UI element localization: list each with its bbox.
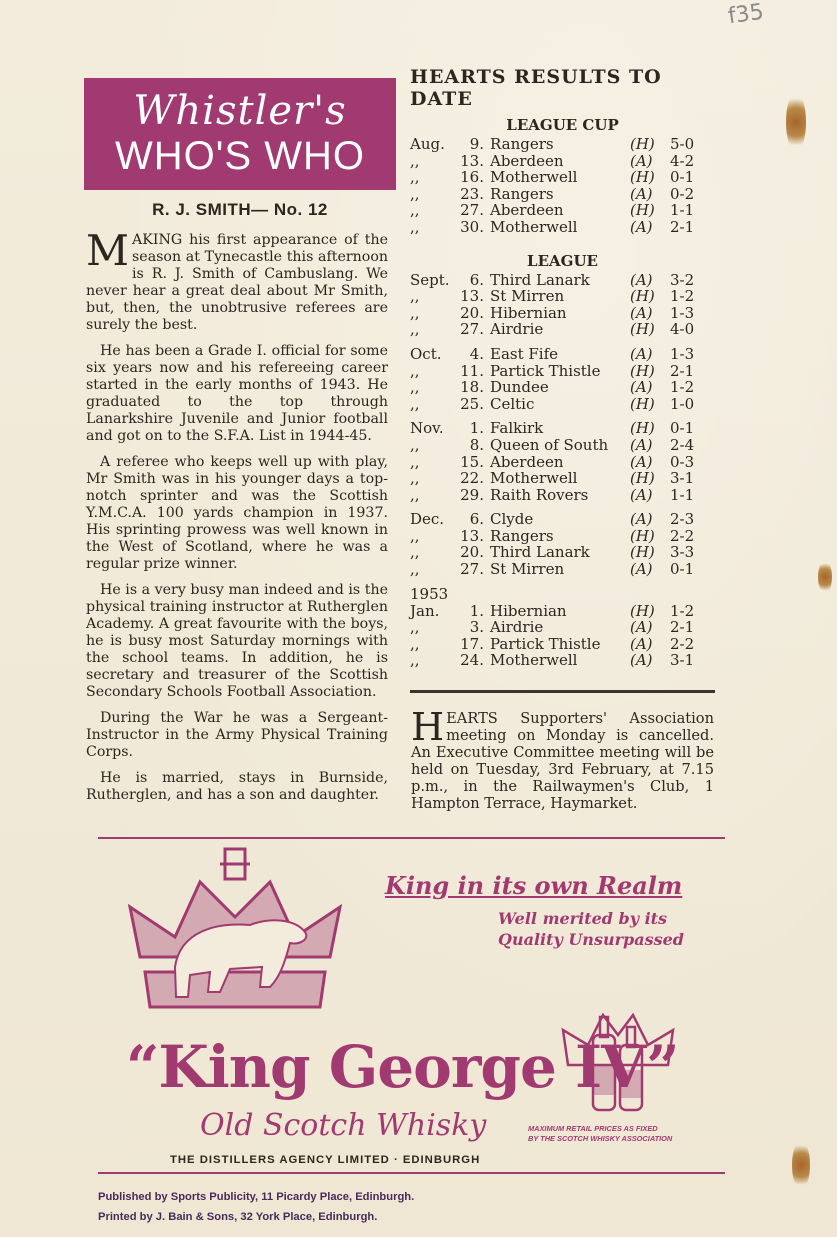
result-score: 5-0 (670, 135, 695, 153)
result-day: 15. (460, 452, 484, 471)
result-venue: (A) (630, 217, 653, 236)
result-row (410, 288, 715, 305)
result-month: Oct. (410, 344, 442, 363)
result-day: 13. (460, 151, 484, 170)
result-month: ,, (410, 485, 420, 504)
result-row (410, 470, 715, 487)
whisky-bottles-icon (558, 1005, 678, 1115)
result-day: 18. (460, 378, 484, 397)
whos-who-title: WHO'S WHO (115, 134, 365, 178)
result-opponent: Motherwell (490, 217, 578, 236)
result-venue: (A) (630, 510, 653, 529)
result-month: ,, (410, 469, 420, 488)
result-opponent: Airdrie (490, 320, 544, 339)
result-score: 1-1 (670, 485, 695, 504)
result-row (410, 136, 715, 153)
drop-cap: H (411, 705, 445, 749)
results-title: HEARTS RESULTS TO DATE (410, 66, 662, 110)
result-row (410, 454, 715, 471)
result-opponent: Motherwell (490, 168, 578, 187)
result-row (410, 544, 715, 561)
result-day: 27. (460, 320, 484, 339)
result-score: 0-1 (670, 560, 695, 579)
result-score: 1-2 (670, 287, 695, 306)
result-month: ,, (410, 634, 420, 653)
result-row (410, 603, 715, 620)
advert-bottom-rule (98, 1172, 725, 1174)
result-day: 23. (460, 184, 484, 203)
result-venue: (A) (630, 634, 653, 653)
result-score: 2-2 (670, 526, 695, 545)
result-day: 1. (469, 419, 484, 438)
result-venue: (H) (630, 168, 655, 187)
whistler-script-title: Whistler's (133, 88, 347, 134)
result-month: ,, (410, 151, 420, 170)
result-row (410, 305, 715, 322)
result-score: 0-1 (670, 168, 695, 187)
result-opponent: East Fife (490, 344, 559, 363)
result-row (410, 272, 715, 289)
result-day: 9. (469, 135, 484, 153)
result-day: 13. (460, 287, 484, 306)
result-day: 24. (460, 651, 484, 670)
result-month: ,, (410, 435, 420, 454)
result-day: 30. (460, 217, 484, 236)
result-row (410, 396, 715, 413)
article-paragraph: He has been a Grade I. official for some six years now and his refereeing career started in the early months of 1943. He graduated to the top through Lanarkshire Juvenile and Junior football and got on to the S.F.A. List in 1944-45. (86, 343, 388, 444)
result-row (410, 420, 715, 437)
result-score: 1-0 (670, 394, 695, 413)
result-opponent: Rangers (490, 184, 554, 203)
result-row (410, 169, 715, 186)
result-row (410, 487, 715, 504)
article-paragraph: MAKING his first appearance of the season at Tynecastle this afternoon is R. J. Smith of Cambuslang. We never hear a great deal about Mr Smith, but, then, the unobtrusive referees are surely the best. (86, 226, 388, 333)
result-score: 2-3 (670, 510, 695, 529)
result-row (410, 379, 715, 396)
section-rule (410, 690, 715, 693)
advert-tagline: King in its own Realm (385, 871, 683, 900)
result-opponent: Partick Thistle (490, 634, 601, 653)
result-day: 27. (460, 560, 484, 579)
rust-stain (792, 1140, 810, 1190)
league-cup-heading: LEAGUE CUP (506, 116, 619, 134)
result-score: 3-3 (670, 543, 695, 562)
result-opponent: Celtic (490, 394, 535, 413)
result-row (410, 202, 715, 219)
result-venue: (H) (630, 287, 655, 306)
result-venue: (A) (630, 560, 653, 579)
article-paragraph: During the War he was a Sergeant-Instructor in the Army Physical Training Corps. (86, 710, 388, 760)
result-venue: (H) (630, 543, 655, 562)
result-venue: (A) (630, 435, 653, 454)
result-opponent: Falkirk (490, 419, 544, 438)
result-score: 3-1 (670, 651, 695, 670)
result-score: 3-2 (670, 270, 695, 289)
crown-polar-bear-icon (120, 847, 350, 1037)
result-day: 22. (460, 469, 484, 488)
advert-subtagline: Well merited by its Quality Unsurpassed (498, 909, 684, 949)
result-opponent: Motherwell (490, 651, 578, 670)
result-row (410, 186, 715, 203)
article-paragraph: He is a very busy man indeed and is the physical training instructor at Rutherglen Academy. A great favourite with the boys, he is busy most Saturday mornings with the school teams. In addition, he is secretary and treasurer of the Scottish Secondary Schools Football Association. (86, 582, 388, 700)
result-day: 3. (469, 618, 484, 637)
league-nov-list (410, 420, 715, 503)
result-month: ,, (410, 168, 420, 187)
result-day: 4. (469, 344, 484, 363)
result-venue: (A) (630, 270, 653, 289)
referee-article (86, 226, 388, 813)
result-month: Jan. (410, 601, 440, 620)
result-month: ,, (410, 184, 420, 203)
result-month: ,, (410, 651, 420, 670)
distillers-line: THE DISTILLERS AGENCY LIMITED · EDINBURGH (170, 1154, 481, 1166)
result-venue: (H) (630, 361, 655, 380)
result-venue: (H) (630, 601, 655, 620)
result-row (410, 437, 715, 454)
result-month: ,, (410, 201, 420, 220)
result-month: ,, (410, 560, 420, 579)
result-venue: (H) (630, 201, 655, 220)
result-month: ,, (410, 378, 420, 397)
result-row (410, 219, 715, 236)
result-day: 17. (460, 634, 484, 653)
result-day: 6. (469, 510, 484, 529)
result-score: 0-2 (670, 184, 695, 203)
result-score: 0-3 (670, 452, 695, 471)
result-venue: (A) (630, 151, 653, 170)
result-month: ,, (410, 217, 420, 236)
result-opponent: Queen of South (490, 435, 609, 454)
result-month: ,, (410, 543, 420, 562)
result-day: 20. (460, 543, 484, 562)
result-opponent: Hibernian (490, 303, 567, 322)
imprint (98, 1187, 414, 1227)
result-day: 1. (469, 601, 484, 620)
result-day: 20. (460, 303, 484, 322)
result-row (410, 528, 715, 545)
result-month: ,, (410, 320, 420, 339)
result-day: 29. (460, 485, 484, 504)
result-day: 11. (460, 361, 484, 380)
result-venue: (H) (630, 135, 655, 153)
whistler-header (84, 78, 396, 190)
result-day: 6. (469, 270, 484, 289)
result-month: Sept. (410, 270, 450, 289)
result-day: 8. (469, 435, 484, 454)
result-opponent: Partick Thistle (490, 361, 601, 380)
result-row (410, 636, 715, 653)
result-score: 2-4 (670, 435, 695, 454)
published-line: Published by Sports Publicity, 11 Picardy Place, Edinburgh. (98, 1191, 415, 1203)
result-score: 1-2 (670, 601, 695, 620)
league-dec-list (410, 511, 715, 577)
result-month: ,, (410, 526, 420, 545)
printed-line: Printed by J. Bain & Sons, 32 York Place, Edinburgh. (98, 1211, 378, 1223)
result-month: ,, (410, 287, 420, 306)
result-opponent: Aberdeen (490, 452, 564, 471)
league-cup-list (410, 136, 715, 236)
rust-stain (818, 560, 832, 594)
result-opponent: St Mirren (490, 287, 565, 306)
result-score: 2-2 (670, 634, 695, 653)
brand-name: “King George IV” (126, 1033, 679, 1101)
league-heading: LEAGUE (527, 251, 598, 270)
result-row (410, 619, 715, 636)
result-venue: (H) (630, 394, 655, 413)
pencil-annotation: f35 (726, 0, 766, 30)
result-opponent: Motherwell (490, 469, 578, 488)
max-price-note: MAXIMUM RETAIL PRICES AS FIXED BY THE SCOTCH WHISKY ASSOCIATION (528, 1124, 673, 1143)
result-opponent: Third Lanark (490, 270, 590, 289)
result-day: 25. (460, 394, 484, 413)
result-venue: (A) (630, 485, 653, 504)
drop-cap: M (86, 226, 130, 275)
result-score: 2-1 (670, 618, 695, 637)
result-day: 27. (460, 201, 484, 220)
result-venue: (H) (630, 526, 655, 545)
result-opponent: Hibernian (490, 601, 567, 620)
result-month: ,, (410, 361, 420, 380)
result-score: 2-1 (670, 217, 695, 236)
result-venue: (H) (630, 469, 655, 488)
result-month: ,, (410, 303, 420, 322)
result-score: 4-0 (670, 320, 695, 339)
result-opponent: Raith Rovers (490, 485, 589, 504)
results-table (410, 66, 715, 669)
result-month: Aug. (410, 135, 445, 153)
result-opponent: Rangers (490, 135, 554, 153)
result-row (410, 321, 715, 338)
result-row (410, 346, 715, 363)
result-score: 1-2 (670, 378, 695, 397)
result-venue: (A) (630, 651, 653, 670)
league-oct-list (410, 346, 715, 412)
result-venue: (H) (630, 320, 655, 339)
result-opponent: Aberdeen (490, 151, 564, 170)
result-venue: (A) (630, 303, 653, 322)
result-month: Nov. (410, 419, 444, 438)
year-label: 1953 (410, 584, 449, 603)
league-sept-list (410, 272, 715, 338)
supporters-notice: HEARTS Supporters' Association meeting on Monday is cancelled. An Executive Committee meeting will be held on Tuesday, 3rd February, at 7.15 p.m., in the Railwaymen's Club, 1 Hampton Terrace, Haymarket. (411, 705, 714, 812)
article-paragraph: A referee who keeps well up with play, Mr Smith was in his younger days a top-notch sprinter and was the Scottish Y.M.C.A. 100 yards champion in 1937. His sprinting prowess was well known in the West of Scotland, where he was a regular prize winner. (86, 454, 388, 572)
result-score: 1-1 (670, 201, 695, 220)
result-month: ,, (410, 394, 420, 413)
result-venue: (H) (630, 419, 655, 438)
product-name: Old Scotch Whisky (200, 1108, 487, 1143)
result-venue: (A) (630, 184, 653, 203)
result-month: ,, (410, 452, 420, 471)
result-venue: (A) (630, 618, 653, 637)
referee-byline: R. J. SMITH— No. 12 (152, 200, 328, 219)
result-score: 3-1 (670, 469, 695, 488)
result-score: 4-2 (670, 151, 695, 170)
result-row (410, 153, 715, 170)
result-opponent: Airdrie (490, 618, 544, 637)
result-opponent: Dundee (490, 378, 549, 397)
rust-stain (786, 92, 806, 152)
result-venue: (A) (630, 378, 653, 397)
article-paragraph: He is married, stays in Burnside, Rutherglen, and has a son and daughter. (86, 770, 388, 803)
result-score: 1-3 (670, 344, 695, 363)
result-month: ,, (410, 618, 420, 637)
result-day: 16. (460, 168, 484, 187)
result-row (410, 363, 715, 380)
advert-top-rule (98, 837, 725, 840)
result-venue: (A) (630, 344, 653, 363)
result-row (410, 561, 715, 578)
result-month: Dec. (410, 510, 445, 529)
result-row (410, 511, 715, 528)
result-opponent: St Mirren (490, 560, 565, 579)
result-opponent: Third Lanark (490, 543, 590, 562)
result-opponent: Rangers (490, 526, 554, 545)
result-row (410, 652, 715, 669)
result-score: 0-1 (670, 419, 695, 438)
result-venue: (A) (630, 452, 653, 471)
result-opponent: Aberdeen (490, 201, 564, 220)
result-score: 2-1 (670, 361, 695, 380)
result-day: 13. (460, 526, 484, 545)
league-jan-list (410, 603, 715, 669)
result-score: 1-3 (670, 303, 695, 322)
result-opponent: Clyde (490, 510, 534, 529)
